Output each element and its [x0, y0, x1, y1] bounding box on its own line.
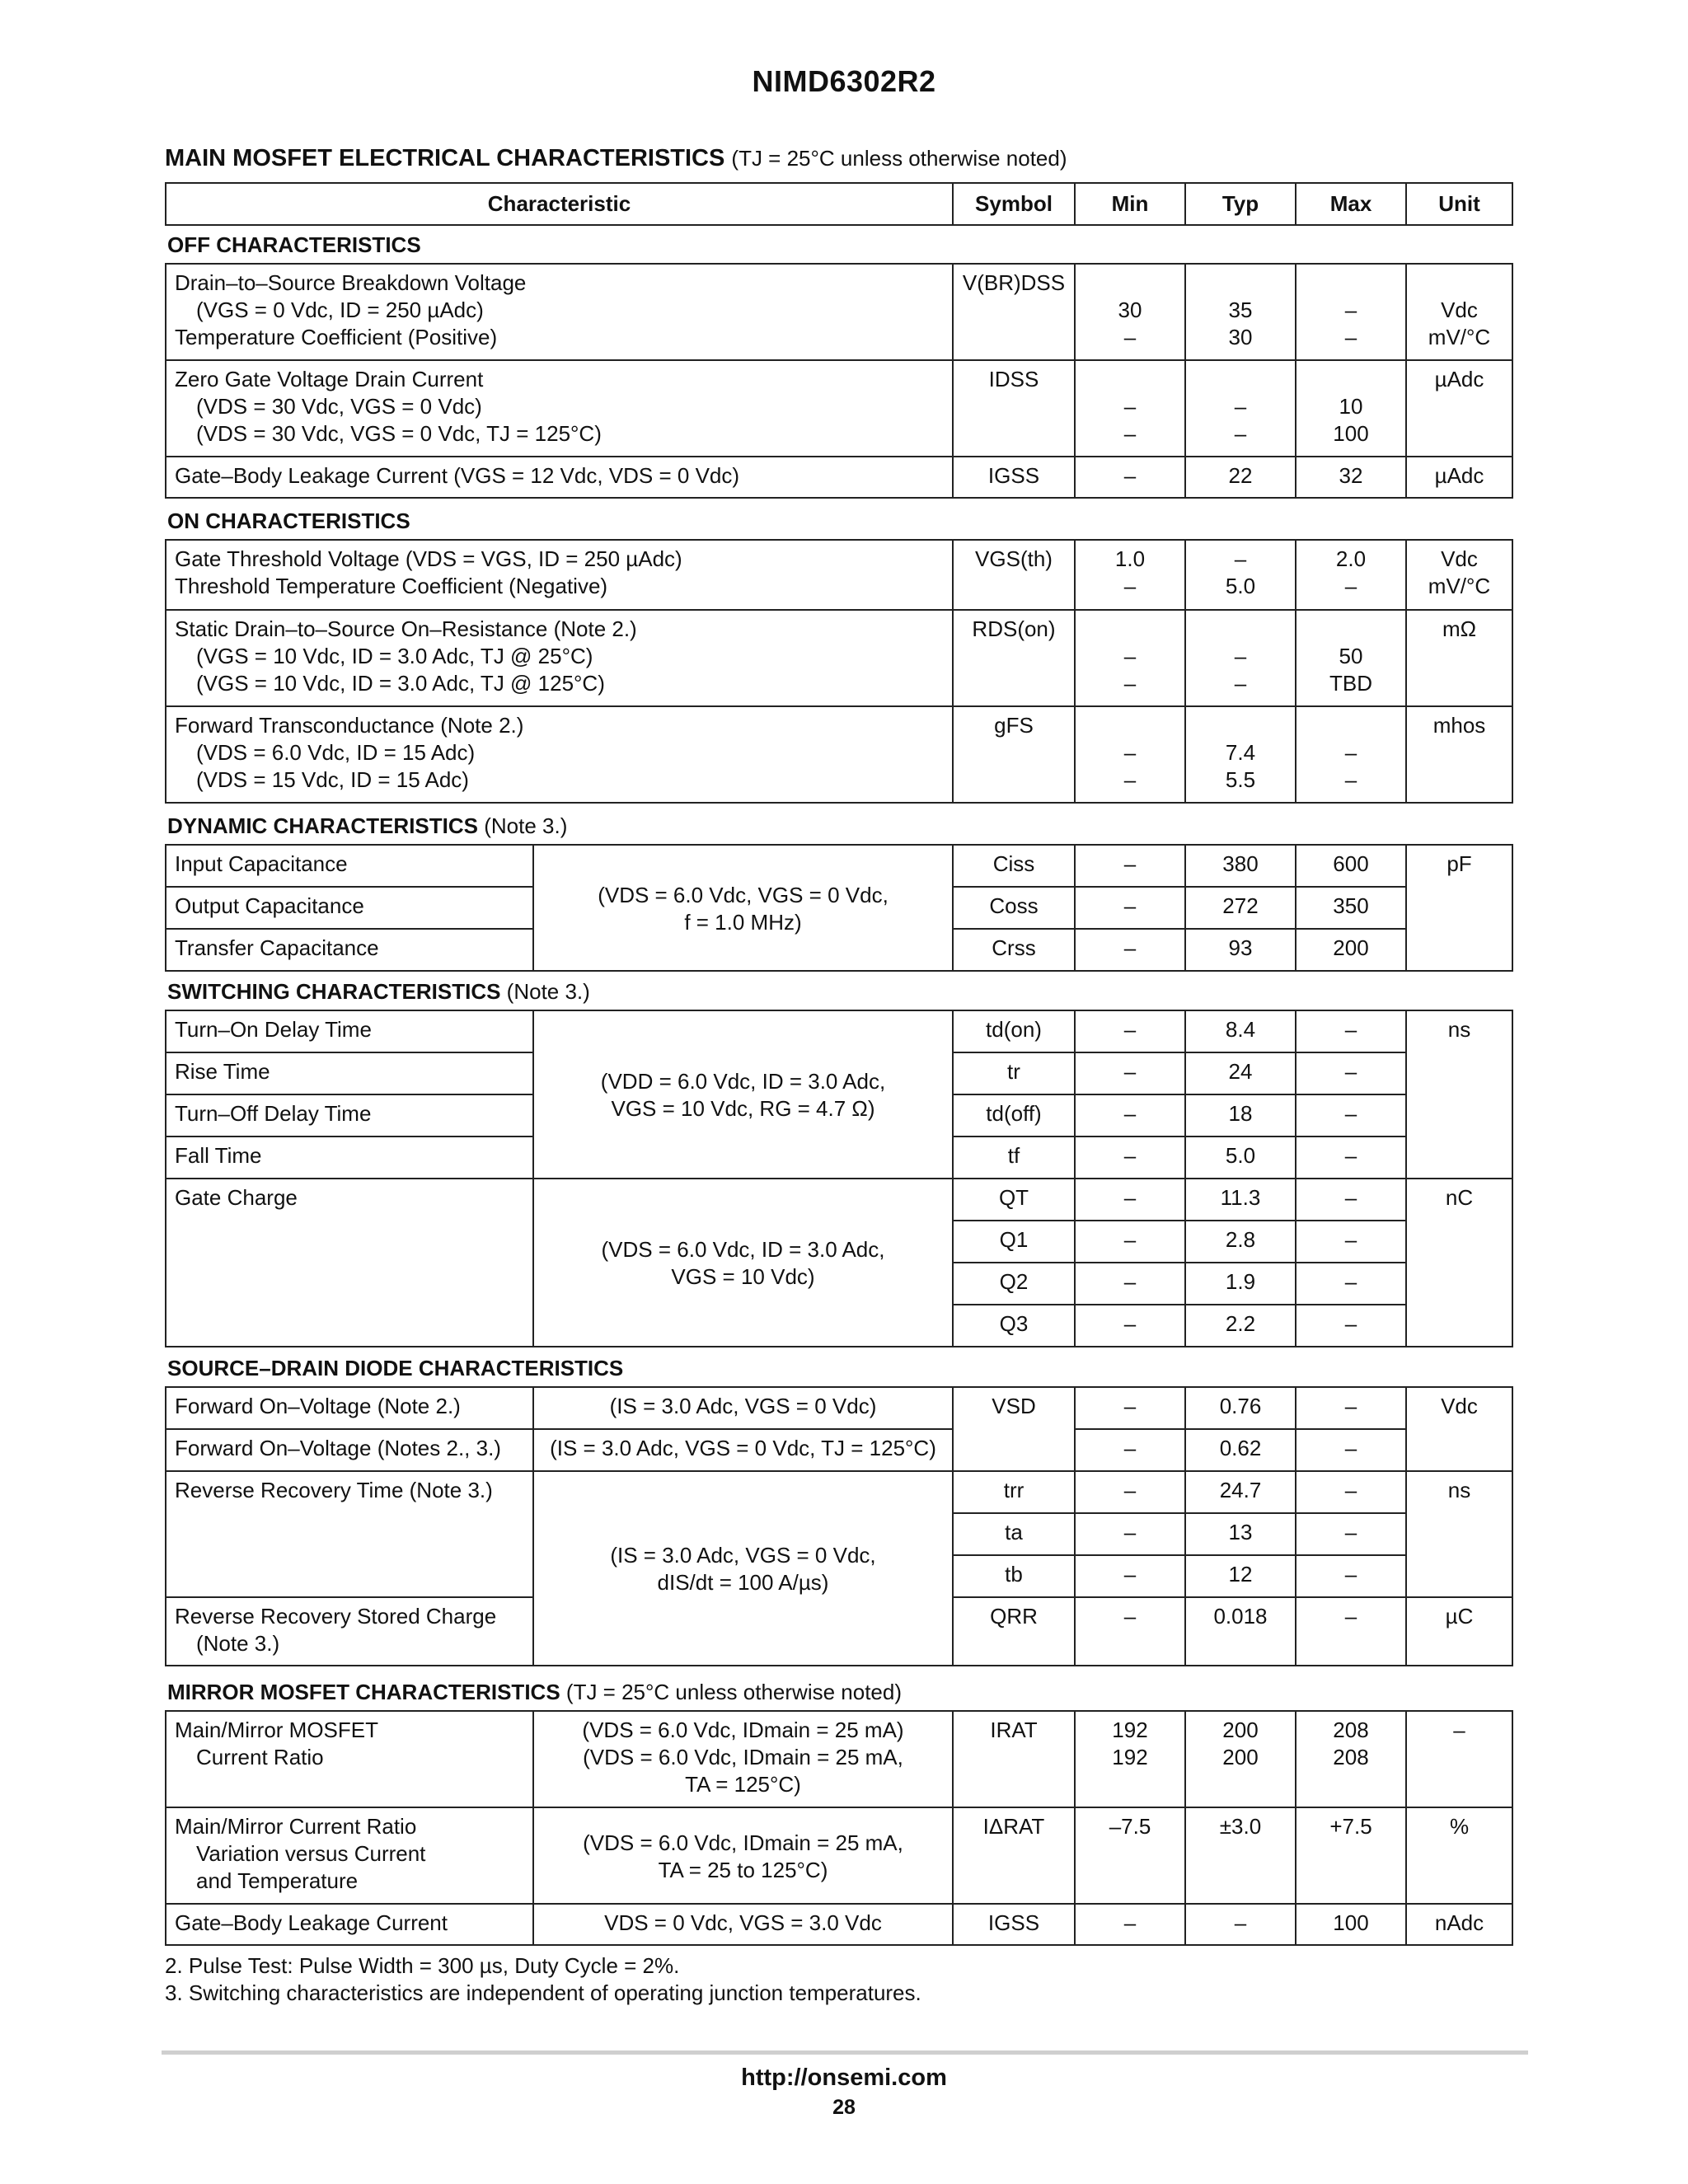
table-row [166, 1387, 1512, 1429]
unit-cell: nC [1406, 1179, 1512, 1347]
test-condition-cell: (VDS = 6.0 Vdc, IDmain = 25 mA) (VDS = 6.0 Vdc, IDmain = 25 mA, TA = 125°C) [533, 1711, 953, 1807]
unit-cell: Vdc [1406, 1387, 1512, 1471]
typ-cell: 5.0 [1185, 1137, 1296, 1179]
column-header: Unit [1406, 183, 1512, 225]
unit-cell: Vdc mV/°C [1406, 540, 1512, 610]
min-cell: – [1075, 1263, 1185, 1305]
column-header: Min [1075, 183, 1185, 225]
characteristic-cell: Gate–Body Leakage Current [166, 1904, 533, 1945]
diode-characteristics-table [165, 1386, 1513, 1666]
typ-cell: – – [1185, 610, 1296, 706]
table-row [166, 1179, 1512, 1221]
char-line: (VGS = 10 Vdc, ID = 3.0 Adc, TJ @ 25°C) [196, 644, 593, 668]
symbol-cell: tf [953, 1137, 1075, 1179]
table-row [166, 360, 1512, 457]
column-header-table [165, 182, 1513, 226]
unit-cell: pF [1406, 845, 1512, 971]
max-cell: 350 [1296, 887, 1406, 929]
section-title: SOURCE–DRAIN DIODE CHARACTERISTICS [167, 1356, 624, 1380]
typ-cell: 12 [1185, 1555, 1296, 1597]
symbol-cell: Coss [953, 887, 1075, 929]
typ-cell: 22 [1185, 457, 1296, 498]
typ-cell: 2.2 [1185, 1305, 1296, 1347]
max-cell: 100 [1296, 1904, 1406, 1945]
test-condition-cell: VDS = 0 Vdc, VGS = 3.0 Vdc [533, 1904, 953, 1945]
characteristic-cell: Transfer Capacitance [166, 929, 533, 971]
unit-cell: µAdc [1406, 457, 1512, 498]
test-condition-cell: (IS = 3.0 Adc, VGS = 0 Vdc) [533, 1387, 953, 1429]
char-line: Temperature Coefficient (Positive) [175, 325, 498, 349]
symbol-cell: Q2 [953, 1263, 1075, 1305]
max-cell: 50 TBD [1296, 610, 1406, 706]
min-cell: – [1075, 1052, 1185, 1094]
min-cell: – [1075, 1221, 1185, 1263]
symbol-cell: VGS(th) [953, 540, 1075, 610]
max-cell: 200 [1296, 929, 1406, 971]
unit-cell: µAdc [1406, 360, 1512, 457]
main-heading-note: (TJ = 25°C unless otherwise noted) [731, 146, 1067, 171]
max-cell: – [1296, 1221, 1406, 1263]
main-heading [165, 145, 1067, 172]
typ-cell: 200 200 [1185, 1711, 1296, 1807]
characteristic-cell: Forward On–Voltage (Note 2.) [166, 1387, 533, 1429]
section-on-heading [167, 509, 410, 534]
column-header-row [166, 183, 1512, 225]
typ-cell: 7.4 5.5 [1185, 706, 1296, 803]
symbol-cell: IGSS [953, 1904, 1075, 1945]
characteristic-cell: Input Capacitance [166, 845, 533, 887]
typ-cell: 0.018 [1185, 1597, 1296, 1666]
unit-cell: mhos [1406, 706, 1512, 803]
column-header: Max [1296, 183, 1406, 225]
max-cell: – – [1296, 264, 1406, 360]
min-cell: 1.0 – [1075, 540, 1185, 610]
min-cell: 30 – [1075, 264, 1185, 360]
characteristic-cell [166, 706, 953, 803]
symbol-cell: IDSS [953, 360, 1075, 457]
section-title: SWITCHING CHARACTERISTICS [167, 979, 501, 1004]
unit-cell: – [1406, 1711, 1512, 1807]
symbol-cell: ta [953, 1513, 1075, 1555]
symbol-cell: gFS [953, 706, 1075, 803]
table-row [166, 1429, 1512, 1471]
typ-cell: 24.7 [1185, 1471, 1296, 1513]
characteristic-cell: Rise Time [166, 1052, 533, 1094]
max-cell: 2.0 – [1296, 540, 1406, 610]
footer-url-link[interactable]: http://onsemi.com [741, 2064, 947, 2091]
typ-cell: 0.76 [1185, 1387, 1296, 1429]
typ-cell: 18 [1185, 1094, 1296, 1137]
min-cell: – – [1075, 360, 1185, 457]
min-cell: – [1075, 1555, 1185, 1597]
typ-cell: 1.9 [1185, 1263, 1296, 1305]
test-condition-cell: (VDS = 6.0 Vdc, ID = 3.0 Adc, VGS = 10 Vdc) [533, 1179, 953, 1347]
max-cell: – [1296, 1052, 1406, 1094]
min-cell: – [1075, 1179, 1185, 1221]
max-cell: +7.5 [1296, 1807, 1406, 1904]
symbol-cell: IΔRAT [953, 1807, 1075, 1904]
characteristic-cell [166, 264, 953, 360]
symbol-cell: RDS(on) [953, 610, 1075, 706]
table-row [166, 610, 1512, 706]
symbol-cell: tb [953, 1555, 1075, 1597]
section-title: OFF CHARACTERISTICS [167, 232, 421, 257]
max-cell: 600 [1296, 845, 1406, 887]
char-line: (VDS = 30 Vdc, VGS = 0 Vdc, TJ = 125°C) [196, 421, 602, 446]
max-cell: – [1296, 1263, 1406, 1305]
off-characteristics-table [165, 263, 1513, 499]
max-cell: – [1296, 1429, 1406, 1471]
char-line: Gate Threshold Voltage (VDS = VGS, ID = 250 µAdc) [175, 546, 682, 571]
symbol-cell: trr [953, 1471, 1075, 1513]
table-row [166, 1010, 1512, 1052]
section-diode-heading [167, 1356, 623, 1381]
test-condition-cell: (IS = 3.0 Adc, VGS = 0 Vdc, dIS/dt = 100 A/µs) [533, 1471, 953, 1666]
table-row [166, 264, 1512, 360]
min-cell: – – [1075, 706, 1185, 803]
column-header: Symbol [953, 183, 1075, 225]
on-characteristics-table [165, 539, 1513, 804]
max-cell: – [1296, 1471, 1406, 1513]
symbol-cell: QRR [953, 1597, 1075, 1666]
symbol-cell: Ciss [953, 845, 1075, 887]
min-cell: – [1075, 1429, 1185, 1471]
min-cell: – [1075, 1387, 1185, 1429]
max-cell: – [1296, 1305, 1406, 1347]
characteristic-cell [166, 360, 953, 457]
main-heading-text: MAIN MOSFET ELECTRICAL CHARACTERISTICS [165, 145, 725, 171]
max-cell: – [1296, 1387, 1406, 1429]
symbol-cell: IRAT [953, 1711, 1075, 1807]
unit-cell: ns [1406, 1010, 1512, 1179]
mirror-characteristics-table [165, 1710, 1513, 1946]
max-cell: – [1296, 1179, 1406, 1221]
footnote: 2. Pulse Test: Pulse Width = 300 µs, Duty Cycle = 2%. [165, 1953, 680, 1978]
table-row [166, 540, 1512, 610]
char-line: (VDS = 15 Vdc, ID = 15 Adc) [196, 767, 469, 792]
unit-cell: mΩ [1406, 610, 1512, 706]
section-mirror-heading [167, 1680, 902, 1705]
min-cell: – [1075, 1904, 1185, 1945]
min-cell: – [1075, 1471, 1185, 1513]
symbol-cell: td(on) [953, 1010, 1075, 1052]
typ-cell: – [1185, 1904, 1296, 1945]
typ-cell: 11.3 [1185, 1179, 1296, 1221]
max-cell: – [1296, 1513, 1406, 1555]
characteristic-cell: Reverse Recovery Stored Charge (Note 3.) [166, 1597, 533, 1666]
min-cell: – [1075, 929, 1185, 971]
characteristic-cell: Main/Mirror MOSFET Current Ratio [166, 1711, 533, 1807]
table-row [166, 845, 1512, 887]
char-line: Threshold Temperature Coefficient (Negative) [175, 574, 608, 598]
characteristic-cell: Turn–On Delay Time [166, 1010, 533, 1052]
dynamic-characteristics-table [165, 844, 1513, 972]
typ-cell: ±3.0 [1185, 1807, 1296, 1904]
unit-cell: nAdc [1406, 1904, 1512, 1945]
column-header: Typ [1185, 183, 1296, 225]
test-condition-cell: (VDD = 6.0 Vdc, ID = 3.0 Adc, VGS = 10 Vdc, RG = 4.7 Ω) [533, 1010, 953, 1179]
min-cell: – [1075, 845, 1185, 887]
typ-cell: 35 30 [1185, 264, 1296, 360]
footer-divider [162, 2050, 1528, 2055]
max-cell: – [1296, 1597, 1406, 1666]
section-title: ON CHARACTERISTICS [167, 509, 410, 533]
symbol-cell: QT [953, 1179, 1075, 1221]
symbol-cell: tr [953, 1052, 1075, 1094]
min-cell: – [1075, 1137, 1185, 1179]
typ-cell: 13 [1185, 1513, 1296, 1555]
test-condition-cell: (VDS = 6.0 Vdc, VGS = 0 Vdc, f = 1.0 MHz) [533, 845, 953, 971]
unit-cell: % [1406, 1807, 1512, 1904]
char-line: (VGS = 10 Vdc, ID = 3.0 Adc, TJ @ 125°C) [196, 671, 605, 696]
min-cell: – [1075, 1094, 1185, 1137]
max-cell: – – [1296, 706, 1406, 803]
document-title: NIMD6302R2 [752, 64, 936, 98]
unit-cell: ns [1406, 1471, 1512, 1597]
char-line: Zero Gate Voltage Drain Current [175, 367, 484, 391]
test-condition-cell: (VDS = 6.0 Vdc, IDmain = 25 mA, TA = 25 to 125°C) [533, 1807, 953, 1904]
characteristic-cell: Forward On–Voltage (Notes 2., 3.) [166, 1429, 533, 1471]
max-cell: 10 100 [1296, 360, 1406, 457]
section-note: (TJ = 25°C unless otherwise noted) [565, 1680, 902, 1704]
max-cell: 208 208 [1296, 1711, 1406, 1807]
characteristic-cell: Gate Charge [166, 1179, 533, 1347]
symbol-cell: IGSS [953, 457, 1075, 498]
table-row [166, 1807, 1512, 1904]
max-cell: – [1296, 1555, 1406, 1597]
table-row [166, 1471, 1512, 1513]
switching-characteristics-table [165, 1010, 1513, 1347]
max-cell: 32 [1296, 457, 1406, 498]
test-condition-cell: (IS = 3.0 Adc, VGS = 0 Vdc, TJ = 125°C) [533, 1429, 953, 1471]
section-note: (Note 3.) [484, 813, 568, 838]
page-number: 28 [832, 2096, 856, 2119]
char-line: (VGS = 0 Vdc, ID = 250 µAdc) [196, 298, 484, 322]
section-switching-heading [167, 979, 590, 1005]
typ-cell: 8.4 [1185, 1010, 1296, 1052]
typ-cell: 24 [1185, 1052, 1296, 1094]
min-cell: – [1075, 1305, 1185, 1347]
characteristic-cell: Reverse Recovery Time (Note 3.) [166, 1471, 533, 1597]
section-title: MIRROR MOSFET CHARACTERISTICS [167, 1680, 560, 1704]
unit-cell: µC [1406, 1597, 1512, 1666]
table-row [166, 457, 1512, 498]
typ-cell: 380 [1185, 845, 1296, 887]
max-cell: – [1296, 1094, 1406, 1137]
min-cell: 192 192 [1075, 1711, 1185, 1807]
char-line: Static Drain–to–Source On–Resistance (Note 2.) [175, 616, 637, 641]
typ-cell: 0.62 [1185, 1429, 1296, 1471]
section-off-heading [167, 232, 421, 258]
min-cell: –7.5 [1075, 1807, 1185, 1904]
column-header: Characteristic [166, 183, 953, 225]
char-line: Drain–to–Source Breakdown Voltage [175, 270, 527, 295]
section-title: DYNAMIC CHARACTERISTICS [167, 813, 478, 838]
symbol-cell: Q3 [953, 1305, 1075, 1347]
typ-cell: 272 [1185, 887, 1296, 929]
symbol-cell: td(off) [953, 1094, 1075, 1137]
footnote: 3. Switching characteristics are independent of operating junction temperatures. [165, 1980, 921, 2005]
char-line: Forward Transconductance (Note 2.) [175, 713, 524, 738]
section-dynamic-heading [167, 813, 567, 839]
max-cell: – [1296, 1010, 1406, 1052]
min-cell: – [1075, 1010, 1185, 1052]
symbol-cell: VSD [953, 1387, 1075, 1471]
characteristic-cell [166, 610, 953, 706]
typ-cell: – 5.0 [1185, 540, 1296, 610]
typ-cell: 93 [1185, 929, 1296, 971]
min-cell: – [1075, 1513, 1185, 1555]
characteristic-cell: Main/Mirror Current Ratio Variation versus Current and Temperature [166, 1807, 533, 1904]
table-row [166, 1904, 1512, 1945]
table-row [166, 706, 1512, 803]
typ-cell: 2.8 [1185, 1221, 1296, 1263]
min-cell: – [1075, 1597, 1185, 1666]
min-cell: – [1075, 887, 1185, 929]
characteristic-cell: Fall Time [166, 1137, 533, 1179]
section-note: (Note 3.) [506, 979, 590, 1004]
typ-cell: – – [1185, 360, 1296, 457]
symbol-cell: Q1 [953, 1221, 1075, 1263]
symbol-cell: V(BR)DSS [953, 264, 1075, 360]
min-cell: – – [1075, 610, 1185, 706]
min-cell: – [1075, 457, 1185, 498]
char-line: (VDS = 30 Vdc, VGS = 0 Vdc) [196, 394, 482, 419]
characteristic-cell [166, 540, 953, 610]
symbol-cell: Crss [953, 929, 1075, 971]
characteristic-cell: Turn–Off Delay Time [166, 1094, 533, 1137]
characteristic-cell: Output Capacitance [166, 887, 533, 929]
characteristic-cell: Gate–Body Leakage Current (VGS = 12 Vdc, VDS = 0 Vdc) [166, 457, 953, 498]
unit-cell: Vdc mV/°C [1406, 264, 1512, 360]
max-cell: – [1296, 1137, 1406, 1179]
table-row [166, 1711, 1512, 1807]
char-line: (VDS = 6.0 Vdc, ID = 15 Adc) [196, 740, 476, 765]
